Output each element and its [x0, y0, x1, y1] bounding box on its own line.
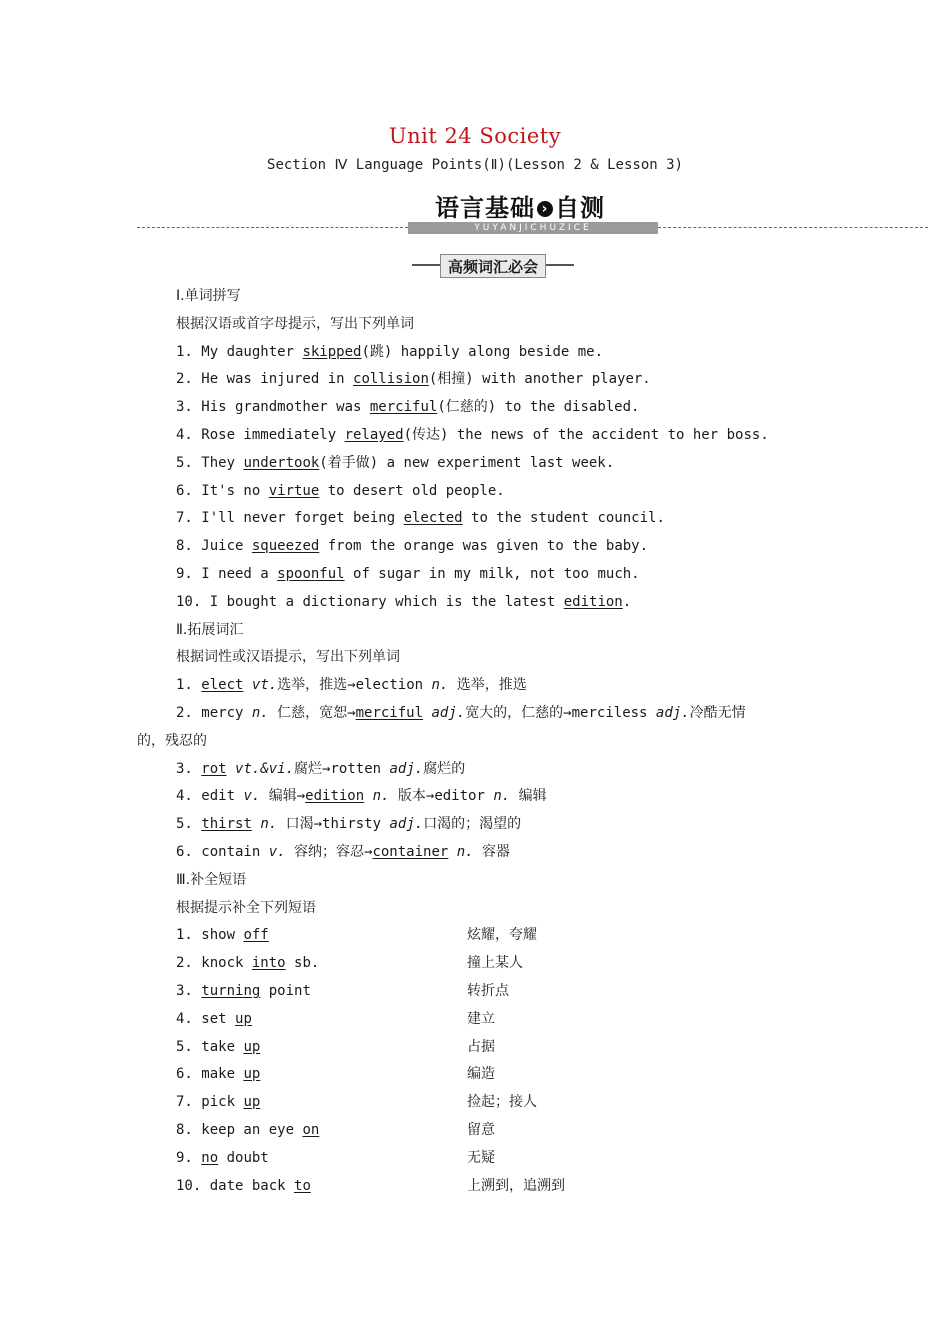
item-text: sb. [285, 955, 320, 972]
phrase-meaning-text: 转折点 [467, 983, 509, 999]
part3-heading [176, 871, 246, 889]
list-item [176, 704, 746, 722]
item-text: make [192, 1066, 244, 1083]
answer-blank: skipped [302, 343, 362, 360]
list-item [176, 1093, 260, 1111]
part3-instruction-text: 根据提示补全下列短语 [176, 899, 316, 916]
list-item [176, 760, 465, 778]
answer-blank: to [294, 1177, 311, 1194]
part2-heading-text: Ⅱ.拓展词汇 [176, 621, 244, 638]
phrase-meaning [467, 1010, 495, 1028]
item-text: show [192, 927, 244, 944]
phrase-meaning-text: 捡起；接人 [467, 1094, 537, 1111]
part-of-speech: adj. [389, 760, 424, 777]
item-text: 选举，推选 [448, 677, 527, 694]
list-item [176, 926, 269, 944]
part-of-speech: v. [243, 788, 261, 805]
answer-blank: collision [353, 371, 429, 388]
answer-blank: up [243, 1094, 261, 1111]
item-text: contain [192, 844, 269, 860]
item-text: 编辑→ [260, 788, 306, 805]
item-number: 6. [176, 1066, 193, 1083]
item-text [227, 761, 235, 777]
list-item [176, 787, 547, 805]
item-text: I need a [192, 566, 278, 582]
part-of-speech: vt. [251, 677, 278, 694]
list-item [176, 1038, 260, 1056]
item-text: pick [192, 1094, 244, 1111]
phrase-meaning [467, 926, 537, 944]
item-text: (跳) happily along beside me. [361, 343, 604, 360]
phrase-meaning [467, 1121, 495, 1139]
part-of-speech: n. [260, 816, 278, 833]
answer-blank: merciful [355, 705, 424, 721]
item-number: 5. [176, 1038, 193, 1055]
answer-blank: squeezed [251, 538, 320, 555]
list-item [176, 454, 614, 472]
phrase-meaning [467, 954, 523, 972]
list-item [176, 815, 521, 833]
item-number: 3. [176, 399, 193, 416]
list-item [176, 1149, 269, 1167]
item-text: 仁慈，宽恕→ [268, 705, 356, 721]
part1-heading [176, 287, 241, 305]
item-text: Rose immediately [192, 427, 345, 443]
item-number: 1. [176, 343, 193, 360]
item-number: 6. [176, 844, 193, 860]
banner-subtitle: YUYANJICHUZICE [474, 223, 592, 233]
item-number: 4. [176, 788, 193, 805]
item-number: 1. [176, 927, 193, 944]
item-text: from the orange was given to the baby. [319, 538, 649, 555]
phrase-meaning [467, 1149, 495, 1167]
page-title: Unit 24 Society [388, 124, 562, 148]
item-text: 腐烂的 [423, 760, 466, 777]
phrase-meaning [467, 1177, 565, 1195]
part3-instruction [176, 899, 316, 917]
banner-title: 语言基础 › 自测 [435, 194, 605, 222]
part1-instruction-text: 根据汉语或首字母提示，写出下列单词 [176, 315, 414, 332]
list-item [176, 565, 640, 583]
item-text: (着手做) a new experiment last week. [319, 454, 615, 471]
phrase-meaning-text: 编造 [467, 1066, 495, 1083]
list-item [176, 426, 769, 444]
part1-heading-text: Ⅰ.单词拼写 [176, 288, 241, 304]
item-text: My daughter [192, 343, 303, 360]
vocab-banner [412, 254, 574, 278]
item-text: date back [201, 1177, 295, 1194]
item-number: 8. [176, 1122, 193, 1138]
item-text: edit [192, 788, 244, 805]
answer-blank: turning [201, 983, 261, 999]
answer-blank: spoonful [277, 566, 345, 582]
item-text: 容纳；容忍→ [285, 844, 373, 860]
item-number: 7. [176, 510, 193, 527]
phrase-meaning-text: 占据 [467, 1038, 495, 1055]
item-text: I bought a dictionary which is the latest [201, 593, 564, 610]
list-item [176, 482, 505, 500]
item-text: 版本→editor [389, 788, 494, 805]
item-number: 2. [176, 705, 193, 721]
answer-blank: relayed [344, 427, 404, 443]
answer-blank: into [251, 955, 286, 972]
part2-instruction [176, 648, 400, 666]
item-number: 8. [176, 538, 193, 555]
phrase-meaning [467, 1065, 495, 1083]
list-item [176, 593, 631, 611]
item-text: 腐烂→rotten [294, 760, 390, 777]
part-of-speech: n. [251, 705, 269, 721]
list-item [176, 509, 665, 527]
phrase-meaning-text: 留意 [467, 1122, 495, 1138]
item-text: It's no [192, 482, 269, 499]
item-number: 9. [176, 1149, 193, 1166]
part-of-speech: n. [456, 844, 474, 860]
item-number: 2. [176, 955, 193, 972]
phrase-meaning-text: 炫耀，夸耀 [467, 927, 537, 944]
item-text: mercy [192, 705, 252, 721]
part-of-speech: n. [493, 788, 511, 805]
answer-blank: thirst [201, 816, 252, 833]
part1-instruction [176, 315, 414, 333]
phrase-meaning [467, 1093, 537, 1111]
answer-blank: off [243, 927, 269, 944]
item-text: 冷酷无情 [689, 705, 746, 721]
list-item [176, 343, 603, 361]
item-number: 4. [176, 1010, 193, 1027]
item-number: 4. [176, 427, 193, 443]
answer-blank: up [243, 1066, 261, 1083]
part2-instruction-text: 根据词性或汉语提示，写出下列单词 [176, 649, 400, 666]
answer-blank: merciful [369, 399, 438, 416]
part2-heading [176, 621, 243, 639]
item-number: 3. [176, 760, 193, 777]
banner-bar [408, 222, 658, 234]
phrase-meaning-text: 无疑 [467, 1149, 495, 1166]
item-text: (相撞) with another player. [428, 371, 651, 388]
answer-blank: rot [201, 760, 227, 777]
item-text: doubt [218, 1149, 269, 1166]
item-text: 选举，推选→election [277, 677, 432, 694]
list-item [176, 1065, 260, 1083]
item-text: take [192, 1038, 244, 1055]
item-number: 10. [176, 593, 202, 610]
answer-blank: undertook [243, 454, 320, 471]
phrase-meaning [467, 982, 509, 1000]
phrase-meaning [467, 1038, 495, 1056]
item-text [364, 788, 372, 804]
list-item [176, 370, 651, 388]
item-text: 宽大的，仁慈的→merciless [465, 705, 656, 721]
part-of-speech: adj. [655, 705, 690, 721]
item-number: 1. [176, 677, 193, 694]
item-text [448, 844, 456, 860]
answer-blank: no [201, 1149, 219, 1166]
list-item [176, 676, 527, 694]
item-text: 的，残忍的 [137, 732, 207, 749]
item-number: 3. [176, 983, 193, 999]
answer-blank: edition [563, 593, 623, 610]
item-text: of sugar in my milk, not too much. [344, 566, 640, 582]
item-number: 6. [176, 482, 193, 499]
list-item [176, 1121, 319, 1139]
answer-blank: virtue [268, 482, 320, 499]
item-text [243, 677, 251, 693]
item-text: knock [192, 955, 252, 972]
list-item [176, 537, 648, 555]
item-text: 口渴→thirsty [277, 816, 390, 833]
item-text: (仁慈的) to the disabled. [437, 399, 640, 416]
item-number: 7. [176, 1094, 193, 1111]
item-text: (传达) the news of the accident to her boss. [403, 427, 769, 443]
part-of-speech: vt.&vi. [235, 760, 295, 777]
phrase-meaning-text: 上溯到，追溯到 [467, 1177, 565, 1194]
item-number: 10. [176, 1177, 202, 1194]
item-text: I'll never forget being [192, 510, 404, 527]
answer-blank: up [243, 1038, 261, 1055]
item-text: Juice [192, 538, 252, 555]
item-text: He was injured in [192, 371, 354, 388]
arrow-icon: › [537, 201, 553, 217]
list-item [176, 1177, 311, 1195]
item-text: to desert old people. [319, 482, 505, 499]
answer-blank: up [235, 1010, 252, 1027]
divider-right [658, 227, 928, 228]
answer-blank: elected [403, 510, 463, 527]
answer-blank: container [372, 844, 449, 860]
item-text: keep an eye [192, 1122, 303, 1138]
vocab-banner-label: 高频词汇必会 [447, 258, 538, 276]
part-of-speech: adj. [431, 705, 466, 721]
list-item [176, 1010, 252, 1028]
section-subtitle: Section Ⅳ Language Points(Ⅱ)(Lesson 2 & Lesson 3) [267, 157, 683, 173]
item-number: 5. [176, 454, 193, 471]
part-of-speech: n. [372, 788, 390, 805]
item-text: . [622, 593, 632, 610]
item-text: to the student council. [462, 510, 665, 527]
item-text: 容器 [473, 844, 511, 860]
item-text: set [192, 1010, 236, 1027]
answer-blank: on [302, 1122, 320, 1138]
phrase-meaning-text: 建立 [467, 1010, 495, 1027]
list-item [176, 982, 311, 1000]
divider-left [137, 227, 408, 228]
item-text: 编辑 [510, 788, 547, 805]
item-number: 2. [176, 371, 193, 388]
answer-blank: edition [305, 788, 365, 805]
list-item [176, 398, 639, 416]
part-of-speech: n. [431, 677, 449, 694]
item-text: point [260, 983, 311, 999]
phrase-meaning-text: 撞上某人 [467, 955, 523, 972]
answer-blank: elect [201, 677, 244, 694]
part3-heading-text: Ⅲ.补全短语 [176, 871, 247, 888]
part-of-speech: adj. [389, 816, 424, 833]
item-number: 5. [176, 816, 193, 833]
item-text: His grandmother was [192, 399, 370, 416]
item-number: 9. [176, 566, 193, 582]
list-item-continuation [137, 732, 207, 750]
item-text: 口渴的；渴望的 [423, 816, 522, 833]
list-item [176, 954, 319, 972]
item-text: They [192, 454, 244, 471]
part-of-speech: v. [268, 844, 286, 860]
list-item [176, 843, 510, 861]
